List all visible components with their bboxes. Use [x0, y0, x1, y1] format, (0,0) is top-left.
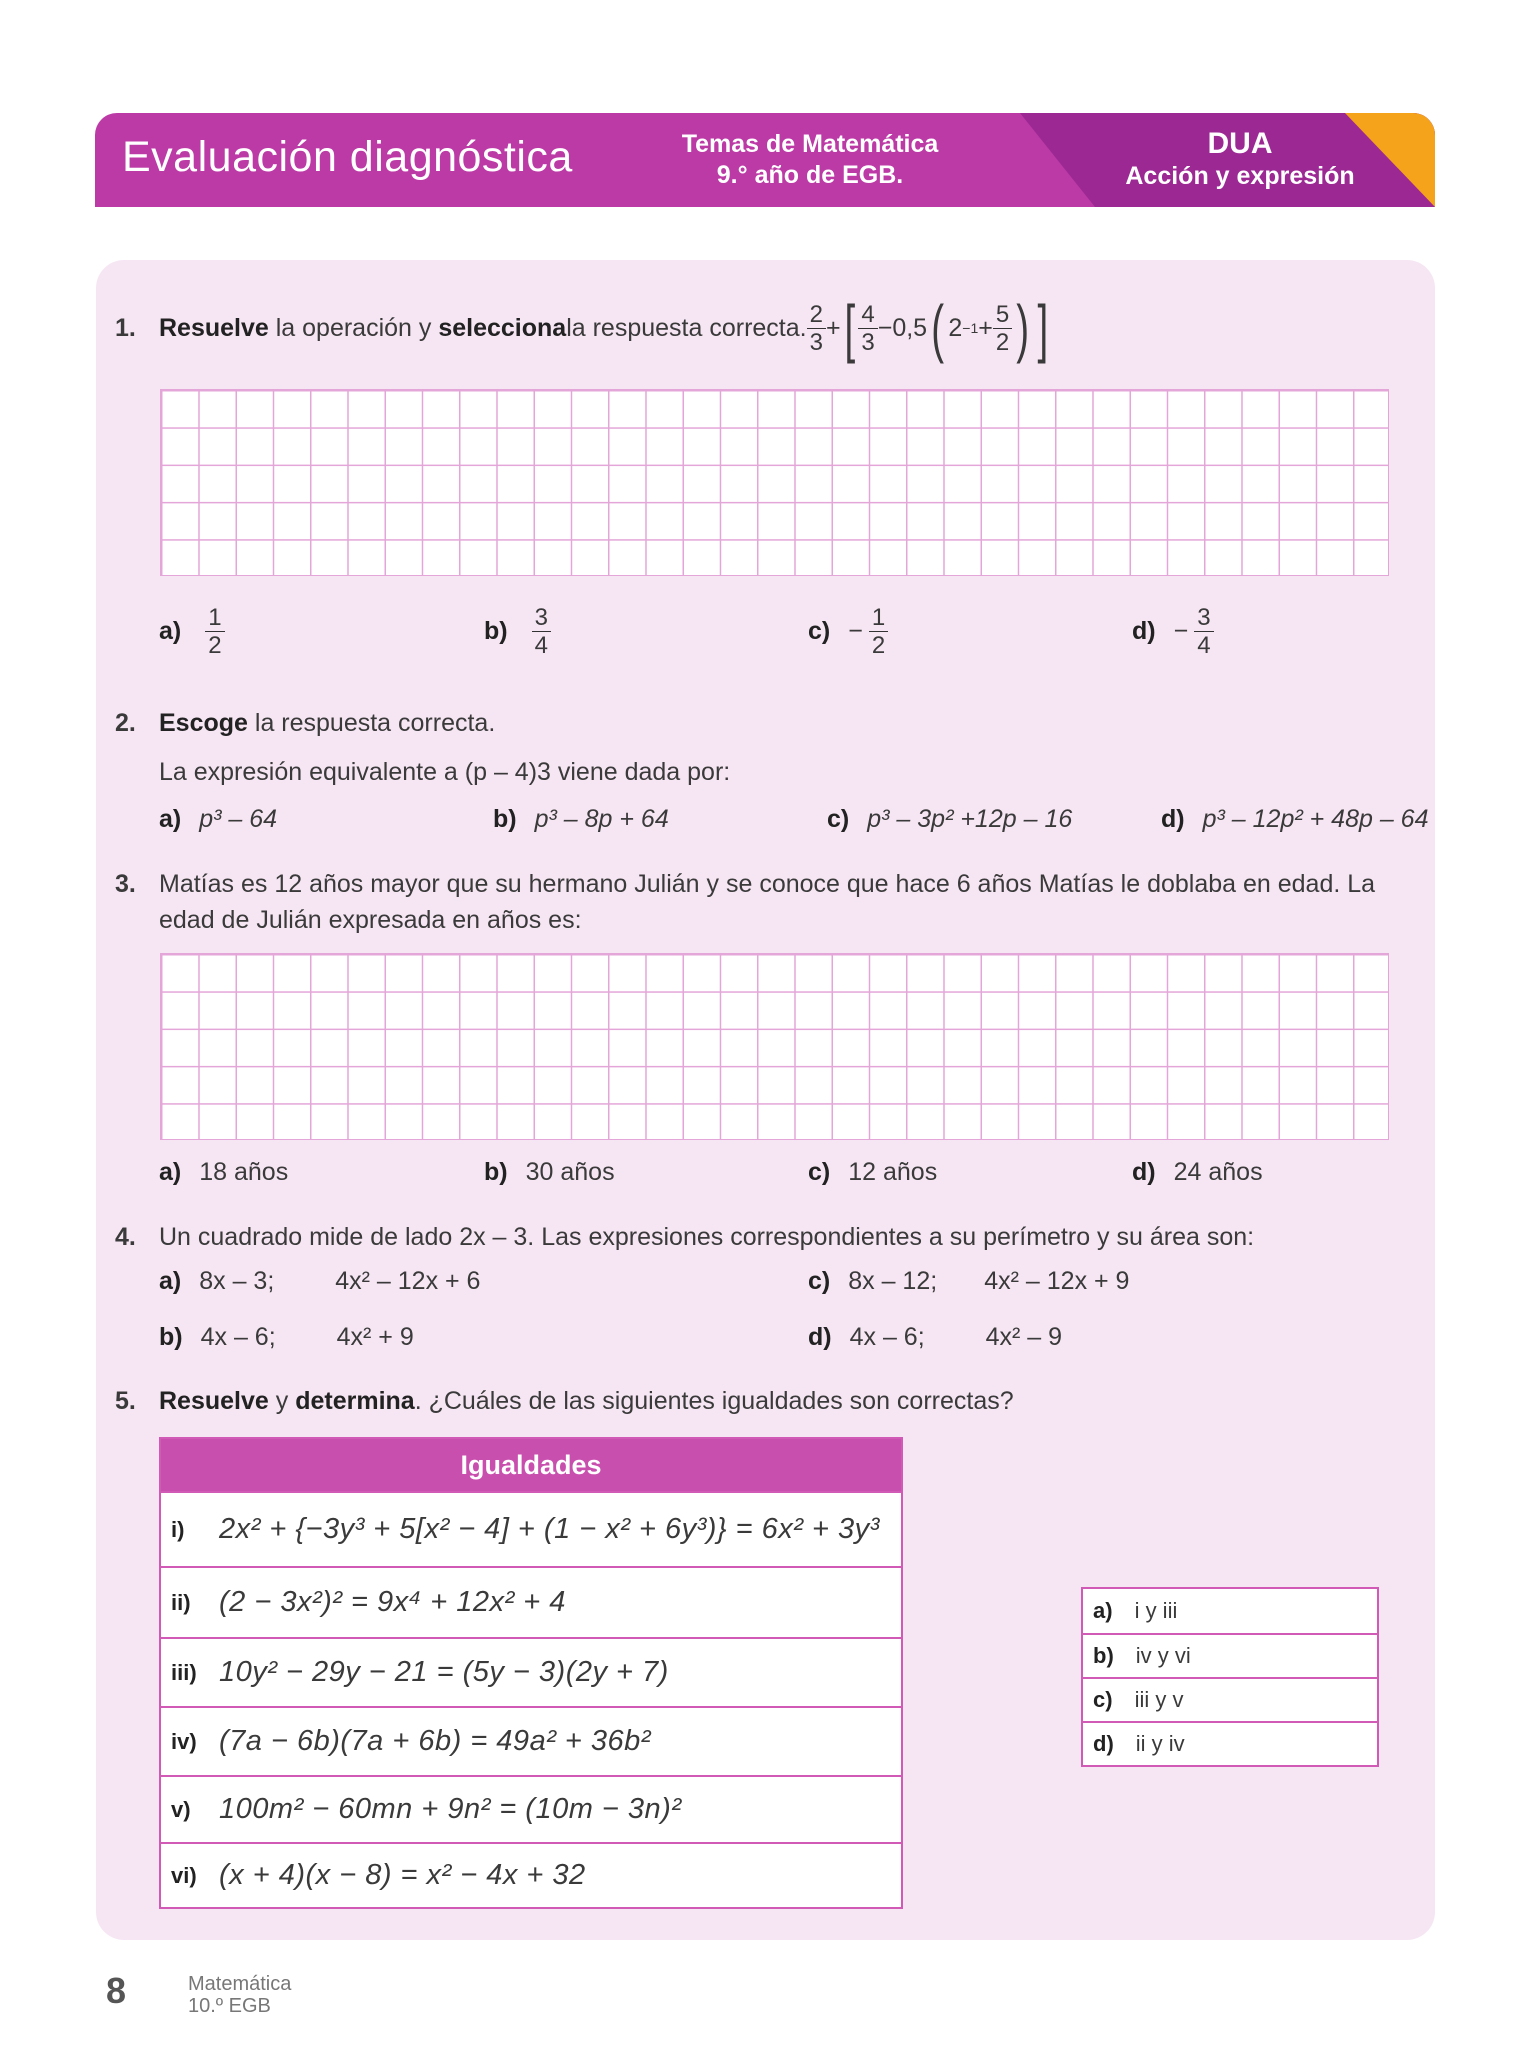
- q5-text: y: [268, 1387, 296, 1415]
- dua-subtitle: Acción y expresión: [1125, 162, 1355, 190]
- option-label: c): [1093, 1687, 1113, 1712]
- table-header: Igualdades: [161, 1439, 901, 1491]
- option-label: d): [1161, 805, 1185, 833]
- denominator: 2: [871, 632, 886, 659]
- numerator: 5: [993, 301, 1012, 329]
- option-text: p³ – 64: [199, 805, 278, 833]
- fraction: [807, 301, 826, 356]
- equality-expression: (7a − 6b)(7a + 6b) = 49a² + 36b²: [219, 1725, 651, 1757]
- denominator: 4: [534, 632, 548, 659]
- option-label: c): [808, 617, 831, 645]
- option-text: p³ – 12p² + 48p – 64: [1202, 805, 1429, 833]
- page-number: 8: [106, 1970, 127, 2011]
- q1-option[interactable]: [159, 604, 225, 659]
- option-text: iv y vi: [1135, 1643, 1191, 1668]
- option-label: c): [808, 1158, 831, 1186]
- equality-expression: 100m² − 60mn + 9n² = (10m − 3n)²: [219, 1793, 682, 1825]
- option-text: p³ – 8p + 64: [534, 805, 669, 833]
- area-expr: 4x² + 9: [336, 1323, 414, 1351]
- numerator: 1: [869, 604, 888, 632]
- q1-verb2: selecciona: [438, 314, 567, 342]
- option-text: 24 años: [1173, 1158, 1263, 1186]
- option-label: b): [493, 805, 517, 833]
- fraction: [858, 301, 877, 356]
- option-text: 12 años: [848, 1158, 938, 1186]
- numerator: 4: [858, 301, 877, 329]
- q1-option[interactable]: [808, 604, 888, 659]
- fraction: [869, 604, 888, 659]
- question-number: 5.: [115, 1387, 136, 1415]
- option-label: b): [484, 1158, 508, 1186]
- paren-open: (: [931, 292, 945, 364]
- table-row: [161, 1566, 901, 1637]
- footer-subject-name: Matemática: [188, 1973, 292, 1995]
- page-title: Evaluación diagnóstica: [122, 133, 573, 181]
- option-label: a): [159, 1158, 182, 1186]
- perimeter-expr: 8x – 3;: [199, 1267, 275, 1295]
- row-label: v): [171, 1796, 191, 1822]
- q3-option[interactable]: [484, 1158, 615, 1187]
- q1-expression: [807, 292, 1052, 364]
- option-label: d): [1132, 1158, 1156, 1186]
- option-label: b): [1093, 1643, 1114, 1668]
- question-number: 4.: [115, 1223, 136, 1251]
- operator: +: [825, 314, 841, 342]
- denominator: 3: [861, 328, 875, 356]
- option-sign: −: [1173, 617, 1189, 645]
- question-number: 3.: [115, 870, 136, 898]
- option-label: c): [827, 805, 850, 833]
- q5-verb2: determina: [295, 1387, 415, 1415]
- option-text: ii y iv: [1135, 1731, 1185, 1756]
- equality-expression: (2 − 3x²)² = 9x⁴ + 12x² + 4: [219, 1586, 566, 1618]
- denominator: 2: [995, 328, 1010, 356]
- row-label: ii): [171, 1589, 191, 1615]
- option-label: a): [1093, 1598, 1113, 1623]
- row-label: i): [171, 1516, 185, 1542]
- option-label: c): [808, 1267, 831, 1295]
- option-label: b): [484, 617, 508, 645]
- q3-work-grid[interactable]: [160, 953, 1389, 1140]
- q3-option[interactable]: [159, 1158, 288, 1187]
- subject-line1: Temas de Matemática: [681, 130, 939, 158]
- question-5: [115, 1384, 1014, 1418]
- table-row: [161, 1637, 901, 1706]
- q2-stem: La expresión equivalente a (p – 4)3 viene dada por:: [159, 758, 731, 786]
- area-expr: 4x² – 12x + 6: [335, 1267, 481, 1295]
- equality-expression: (x + 4)(x − 8) = x² − 4x + 32: [219, 1859, 586, 1891]
- q1-option[interactable]: [484, 604, 551, 659]
- q1-text: la operación y: [268, 314, 439, 342]
- option-sign: −: [848, 617, 863, 645]
- equality-expression: 2x² + {−3y³ + 5[x² − 4] + (1 − x² + 6y³)} = 6x² + 3y³: [219, 1513, 880, 1545]
- q3-text: Matías es 12 años mayor que su hermano Julián y se conoce que hace 6 años Matías le doblaba en edad. La: [159, 870, 1376, 898]
- option-label: a): [159, 617, 182, 645]
- option-label: b): [159, 1323, 183, 1351]
- option-text: p³ – 3p² +12p – 16: [867, 805, 1073, 833]
- numerator: 2: [807, 301, 826, 329]
- equalities-table: [159, 1437, 903, 1909]
- q2-verb: Escoge: [159, 709, 248, 737]
- row-label: iii): [171, 1659, 197, 1685]
- power-base: 2: [948, 314, 963, 342]
- perimeter-expr: 4x – 6;: [849, 1323, 925, 1351]
- option-text: iii y v: [1134, 1687, 1184, 1712]
- row-label: iv): [171, 1728, 197, 1754]
- bracket-close: ]: [1037, 292, 1048, 364]
- equality-expression: 10y² − 29y − 21 = (5y − 3)(2y + 7): [219, 1656, 669, 1688]
- q1-work-grid[interactable]: [160, 389, 1389, 576]
- question-3: [115, 867, 1375, 901]
- denominator: 4: [1197, 632, 1211, 659]
- q3-text-line2: edad de Julián expresada en años es:: [159, 906, 582, 934]
- numerator: 3: [532, 604, 551, 632]
- area-expr: 4x² – 12x + 9: [984, 1267, 1130, 1295]
- operator: −0,5: [877, 314, 928, 342]
- question-4: [115, 1220, 1254, 1254]
- question-number: 1.: [115, 314, 136, 342]
- q5-answer-options: [1081, 1587, 1379, 1767]
- answer-option[interactable]: [1083, 1721, 1377, 1765]
- answer-option[interactable]: [1083, 1633, 1377, 1677]
- paren-close: ): [1016, 292, 1030, 364]
- fraction: [532, 604, 551, 659]
- q3-option[interactable]: [808, 1158, 937, 1187]
- numerator: 3: [1194, 604, 1213, 632]
- fraction: [1194, 604, 1213, 659]
- dua-label: DUA: [1207, 127, 1273, 160]
- footer-subject: [188, 1973, 291, 2017]
- area-expr: 4x² – 9: [985, 1323, 1063, 1351]
- q4-option[interactable]: [808, 1267, 1129, 1296]
- q3-option[interactable]: [1132, 1158, 1263, 1187]
- question-1: [115, 292, 1051, 364]
- fraction: [205, 604, 224, 659]
- fraction: [993, 301, 1012, 356]
- question-2: [115, 706, 495, 740]
- option-text: 30 años: [525, 1158, 615, 1186]
- q2-option[interactable]: [827, 805, 1072, 834]
- footer-grade: 10.º EGB: [188, 1995, 271, 2017]
- q1-text-rest: la respuesta correcta.: [566, 314, 807, 342]
- operator: +: [978, 314, 993, 342]
- header-subject: [650, 129, 970, 191]
- q1-option[interactable]: [1132, 604, 1214, 659]
- q4-stem: Un cuadrado mide de lado 2x – 3. Las expresiones correspondientes a su perímetro y su área son:: [159, 1223, 1255, 1251]
- denominator: 2: [208, 632, 222, 659]
- bracket-open: [: [844, 292, 855, 364]
- option-label: a): [159, 1267, 182, 1295]
- q2-option[interactable]: [493, 805, 669, 834]
- option-label: d): [1132, 617, 1156, 645]
- table-row: [161, 1775, 901, 1842]
- subject-line2: 9.° año de EGB.: [716, 161, 904, 189]
- option-label: d): [808, 1323, 832, 1351]
- option-label: a): [159, 805, 182, 833]
- q4-option[interactable]: [808, 1323, 1062, 1352]
- denominator: 3: [809, 328, 823, 356]
- table-row: [161, 1706, 901, 1775]
- perimeter-expr: 4x – 6;: [200, 1323, 276, 1351]
- perimeter-expr: 8x – 12;: [848, 1267, 938, 1295]
- table-row: [161, 1842, 901, 1907]
- q1-verb1: Resuelve: [159, 314, 269, 342]
- q2-option[interactable]: [159, 805, 277, 834]
- q5-verb1: Resuelve: [159, 1387, 269, 1415]
- header-dua: [1105, 127, 1375, 192]
- power-exponent: −1: [962, 320, 979, 336]
- page-header: [95, 113, 1435, 207]
- answer-option[interactable]: [1083, 1677, 1377, 1721]
- row-label: vi): [171, 1862, 197, 1888]
- option-text: i y iii: [1134, 1598, 1178, 1623]
- option-label: d): [1093, 1731, 1114, 1756]
- q4-option[interactable]: [159, 1323, 414, 1352]
- q2-option[interactable]: [1161, 805, 1428, 834]
- numerator: 1: [205, 604, 224, 632]
- table-row: [161, 1491, 901, 1566]
- q4-option[interactable]: [159, 1267, 480, 1296]
- q5-text-rest: . ¿Cuáles de las siguientes igualdades son correctas?: [414, 1387, 1014, 1415]
- option-text: 18 años: [199, 1158, 289, 1186]
- answer-option[interactable]: [1083, 1589, 1377, 1633]
- q2-text: la respuesta correcta.: [247, 709, 496, 737]
- question-number: 2.: [115, 709, 136, 737]
